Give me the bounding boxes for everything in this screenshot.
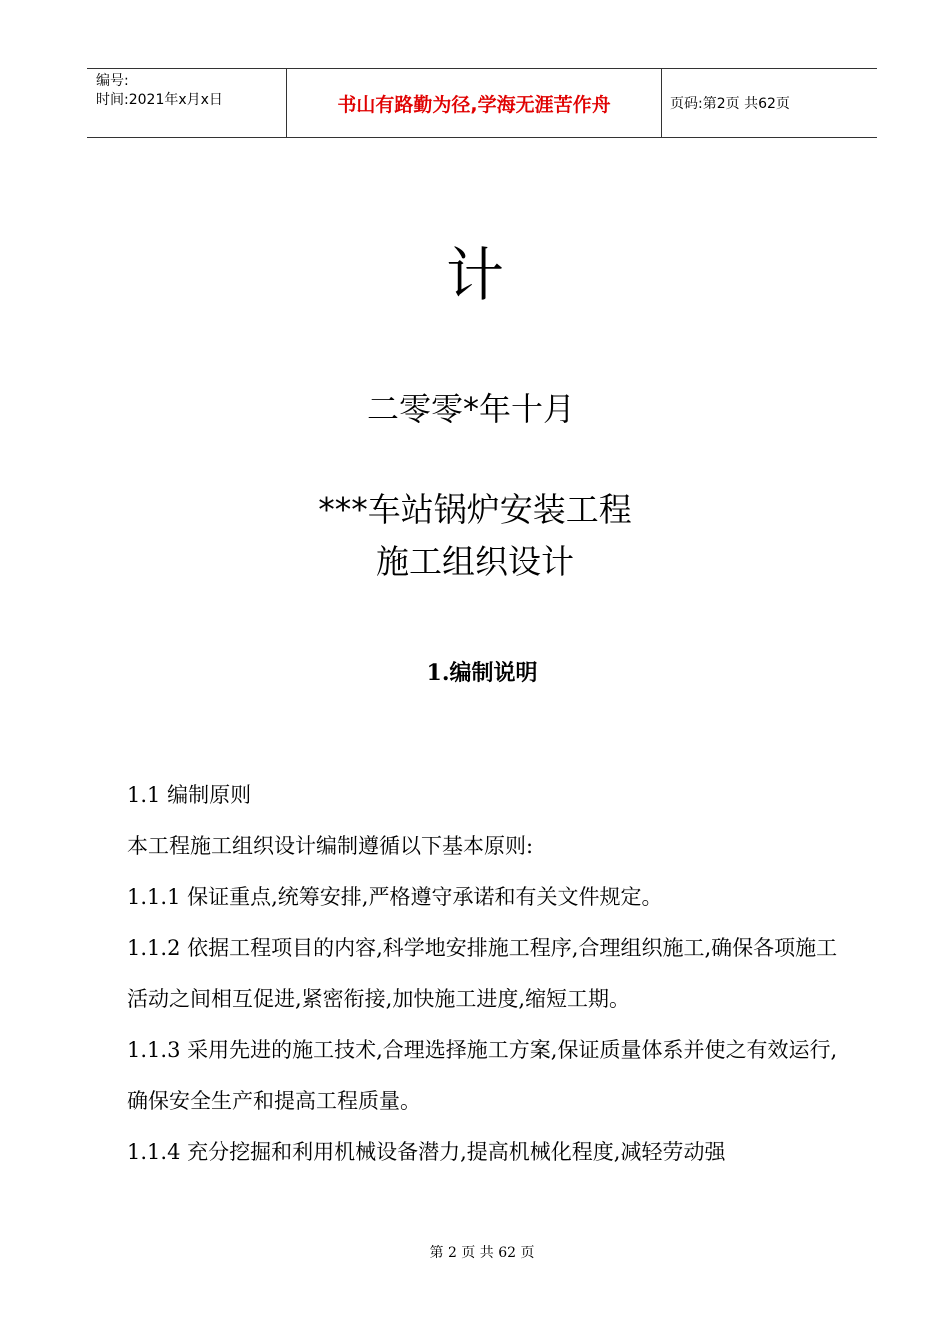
document-date: 二零零*年十月 (366, 390, 575, 428)
header-motto: 书山有路勤为径,学海无涯苦作舟 (287, 69, 662, 137)
title-fragment: 计 (445, 241, 504, 309)
paragraph: 1.1.3 采用先进的施工技术,合理选择施工方案,保证质量体系并使之有效运行,确保安全生产和提高工程质量。 (127, 1038, 838, 1113)
time-label: 时间:2021年x月x日 (96, 92, 223, 108)
paragraph: 本工程施工组织设计编制遵循以下基本原则: (127, 834, 534, 858)
header-page-label: 页码:第2页 共62页 (670, 96, 790, 112)
body-text (127, 770, 842, 1178)
paragraph: 1.1.2 依据工程项目的内容,科学地安排施工程序,合理组织施工,确保各项施工活动之间相互促进,紧密衔接,加快施工进度,缩短工期。 (127, 936, 838, 1011)
section-heading: 1.编制说明 (426, 660, 538, 686)
document-title-line1: ***车站锅炉安装工程 (318, 490, 632, 529)
document-title-line2: 施工组织设计 (376, 542, 574, 581)
paragraph-subheading: 1.1 编制原则 (127, 783, 252, 807)
page-header (87, 68, 877, 138)
paragraph: 1.1.4 充分挖掘和利用机械设备潜力,提高机械化程度,减轻劳动强 (127, 1140, 726, 1164)
serial-label: 编号: (96, 73, 129, 89)
page-footer: 第 2 页 共 62 页 (429, 1245, 535, 1261)
header-meta (87, 69, 287, 137)
paragraph: 1.1.1 保证重点,统筹安排,严格遵守承诺和有关文件规定。 (127, 885, 663, 909)
